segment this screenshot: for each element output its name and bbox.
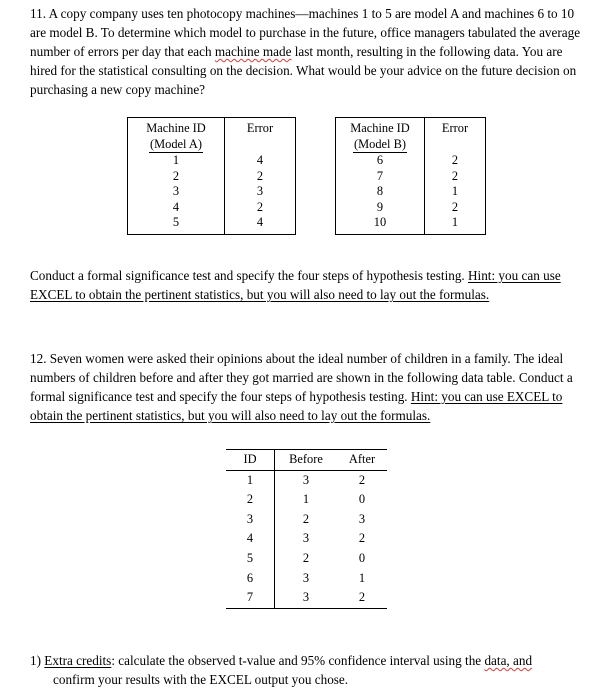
table-row: 8 1: [336, 184, 486, 200]
table-row: 4 3 2: [226, 529, 387, 549]
extra-credits-text: 1) Extra credits: calculate the observed t-value and 95% confidence interval using the data, and confirm your results with the EXCEL output you chose.: [30, 653, 533, 687]
header-after: After: [337, 450, 387, 471]
children-table: [226, 449, 387, 609]
spellcheck-squiggle: machine made: [214, 44, 292, 59]
table-row: 2 1 0: [226, 490, 387, 510]
table-row: 1 3 2: [226, 470, 387, 490]
model-b-table: [335, 117, 486, 235]
model-b-header-id: Machine ID (Model B): [336, 118, 425, 154]
hint-text: Hint: you can use EXCEL to obtain the pertinent statistics, but you will also need to lay out the formulas.: [30, 268, 561, 302]
table-row: 3 2 3: [226, 510, 387, 530]
model-a-header-id: Machine ID (Model A): [128, 118, 225, 154]
table-row: 7 3 2: [226, 588, 387, 608]
question-11-text: 11. A copy company uses ten photocopy machines—machines 1 to 5 are model A and machines 6 to 10 are model B. To determine which model to purchase in the future, office managers tabulated the average number of errors per day that each machine made last month, resulting in the following data. You are hired for the statistical consulting on the decision. What would be your advice on the future decision on purchasing a new copy machine?: [30, 6, 581, 97]
table-row: 9 2: [336, 200, 486, 216]
extra-credits-label: Extra credits: [44, 653, 112, 668]
table-row: 1 4: [128, 153, 296, 169]
table-row: 6 2: [336, 153, 486, 169]
table-row: 3 3: [128, 184, 296, 200]
question-11-instruction: Conduct a formal significance test and specify the four steps of hypothesis testing. Hint: you can use EXCEL to obtain the pertinent statistics, but you will also need to lay out the formulas.: [30, 268, 561, 302]
table-row: 5 4: [128, 215, 296, 234]
table-row: 10 1: [336, 215, 486, 234]
spellcheck-squiggle: data, and: [484, 653, 533, 668]
table-row: 6 3 1: [226, 568, 387, 588]
table-row: 5 2 0: [226, 549, 387, 569]
hint-text: Hint: you can use EXCEL to obtain the pertinent statistics, but you will also need to lay out the formulas.: [30, 389, 563, 423]
question-12-text: 12. Seven women were asked their opinions about the ideal number of children in a family. The ideal numbers of children before and after they got married are shown in the following data table. Conduct a formal significance test and specify the four steps of hypothesis testing. Hint: you can use EXCEL to obtain the pertinent statistics, but you will also need to lay out the formulas.: [30, 351, 573, 423]
model-b-header-error: Error: [441, 121, 469, 135]
model-a-table: [127, 117, 296, 235]
table-row: 7 2: [336, 169, 486, 185]
model-a-header-error: Error: [246, 121, 274, 135]
header-id: ID: [226, 450, 275, 471]
header-before: Before: [275, 450, 338, 471]
table-row: 4 2: [128, 200, 296, 216]
table-row: 2 2: [128, 169, 296, 185]
